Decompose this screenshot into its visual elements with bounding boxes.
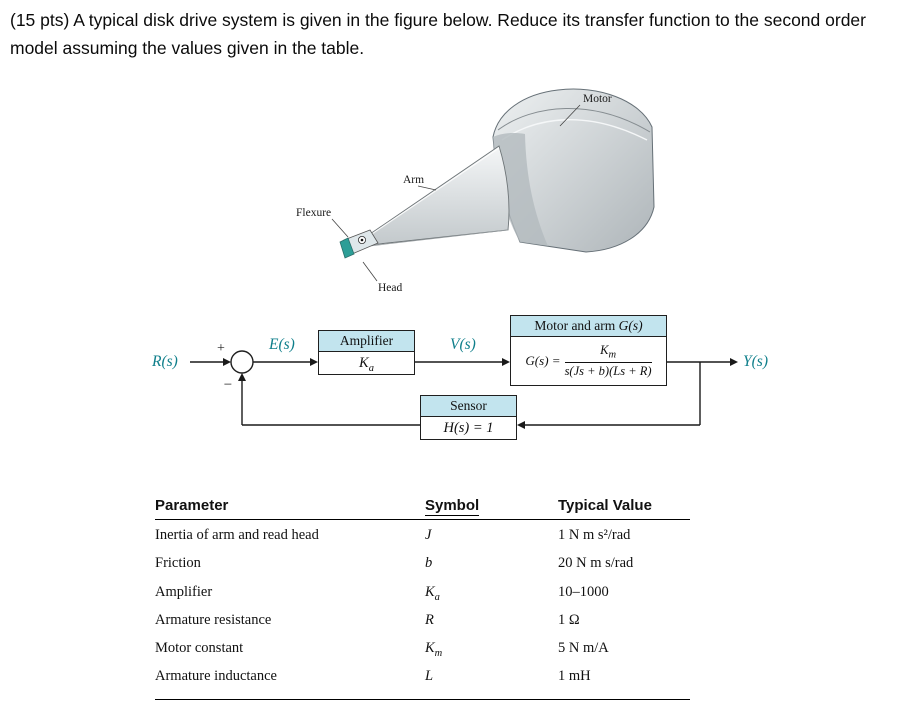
problem-statement: (15 pts) A typical disk drive system is given in the figure below. Reduce its transfer function to the second order model assuming the values given in the table. [10,10,866,58]
error-signal-label: E(s) [269,336,295,353]
actuator-arm [351,146,509,248]
plant-fraction [565,343,652,379]
input-signal-label: R(s) [152,353,178,370]
table-row: Armature resistance R 1 Ω [155,611,580,628]
plant-numerator: $K_m$ [565,343,652,363]
table-row: Amplifier $K_a$ 10–1000 [155,583,609,603]
table-bottom-rule [155,699,690,700]
table-body [155,524,690,694]
parameters-table [155,497,690,700]
flexure-label: Flexure [296,207,332,219]
table-row: Motor constant $K_m$ 5 N m/A [155,640,609,660]
table-header-row [155,497,690,519]
minus-sign: − [223,377,233,393]
plant-lhs: G(s) = [525,353,561,368]
output-signal-label: Y(s) [743,353,768,370]
amplifier-title: Amplifier [319,331,414,352]
sensor-title: Sensor [421,396,516,417]
block-diagram [0,305,903,460]
summing-junction [231,351,253,373]
head-label: Head [378,282,403,294]
plant-denominator: s(Js + b)(Ls + R) [564,363,652,378]
motor-body [493,89,654,252]
sensor-transfer-function: H(s) = 1 [443,420,494,436]
plant-block [510,315,667,386]
table-row: Friction b 20 N m s/rad [155,555,634,572]
disk-drive-illustration [248,82,678,307]
motor-label: Motor [583,93,612,105]
plant-title: Motor and arm G(s) [511,316,666,337]
header-parameter: Parameter [155,497,229,514]
table-top-rule [155,519,690,520]
voltage-signal-label: V(s) [450,336,476,353]
table-row: Inertia of arm and read head J 1 N m s²/rad [155,527,631,543]
table-row: Armature inductance L 1 mH [155,668,591,685]
amplifier-block [318,330,415,375]
amplifier-gain: $K_a$ [359,355,374,374]
header-typical-value: Typical Value [558,497,652,514]
arm-label: Arm [403,174,425,186]
sensor-block [420,395,517,440]
plus-sign: + [217,341,225,356]
plant-transfer-function [511,337,666,385]
header-symbol: Symbol [425,497,480,514]
